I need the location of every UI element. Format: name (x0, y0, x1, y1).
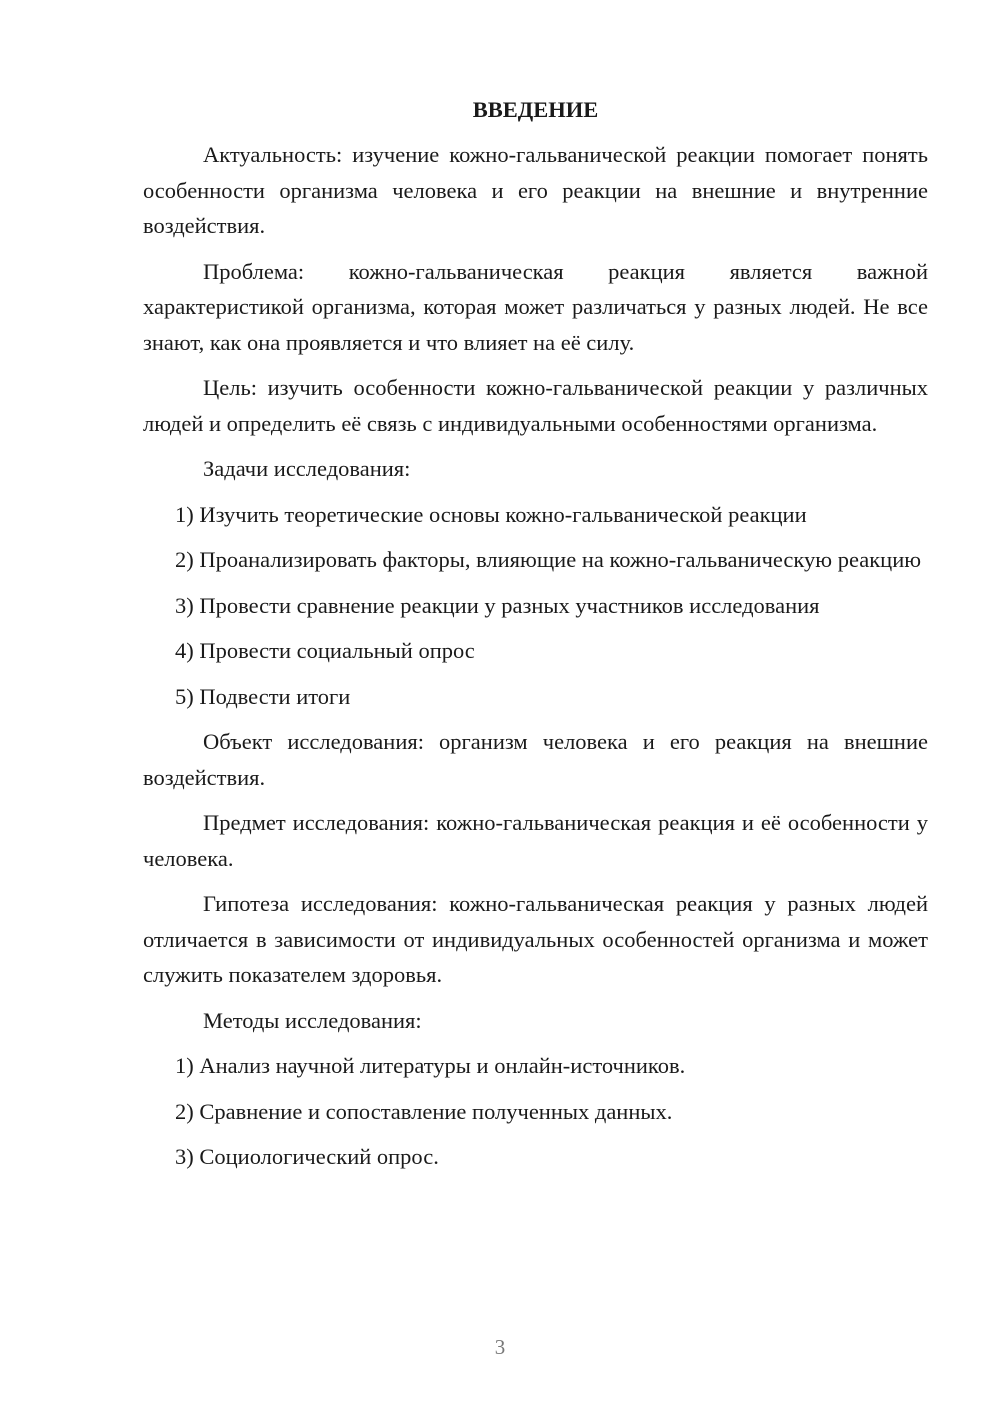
problem-paragraph: Проблема: кожно-гальваническая реакция является важной характеристикой организма, которая может различаться у разных людей. Не все знают, как она проявляется и что влияет на её силу. (143, 258, 928, 355)
page-body (143, 92, 928, 1185)
object-paragraph: Объект исследования: организм человека и его реакция на внешние воздействия. (143, 729, 928, 790)
method-item: 3) Социологический опрос. (175, 1144, 439, 1169)
task-item: 3) Провести сравнение реакции у разных участников исследования (175, 592, 820, 618)
task-item: 4) Провести социальный опрос (175, 638, 475, 663)
tasks-heading: Задачи исследования: (203, 456, 411, 481)
page-number: 3 (494, 1335, 506, 1359)
method-item: 2) Сравнение и сопоставление полученных данных. (175, 1098, 673, 1124)
task-item: 2) Проанализировать факторы, влияющие на кожно-гальваническую реакцию (175, 547, 922, 572)
subject-paragraph: Предмет исследования: кожно-гальваническая реакция и её особенности у человека. (143, 810, 928, 871)
relevance-paragraph: Актуальность: изучение кожно-гальванической реакции помогает понять особенности организма человека и его реакции на внешние и внутренние воздействия. (143, 142, 928, 238)
method-item: 1) Анализ научной литературы и онлайн-источников. (175, 1053, 686, 1078)
methods-heading: Методы исследования: (203, 1007, 422, 1033)
hypothesis-paragraph: Гипотеза исследования: кожно-гальваническая реакция у разных людей отличается в зависимости от индивидуальных особенностей организма и может служить показателем здоровья. (143, 891, 928, 987)
goal-paragraph: Цель: изучить особенности кожно-гальванической реакции у различных людей и определить её связь с индивидуальными особенностями организма. (143, 375, 928, 436)
task-item: 1) Изучить теоретические основы кожно-гальванической реакции (175, 501, 807, 527)
page-title: ВВЕДЕНИЕ (472, 97, 599, 122)
task-item: 5) Подвести итоги (175, 683, 351, 709)
